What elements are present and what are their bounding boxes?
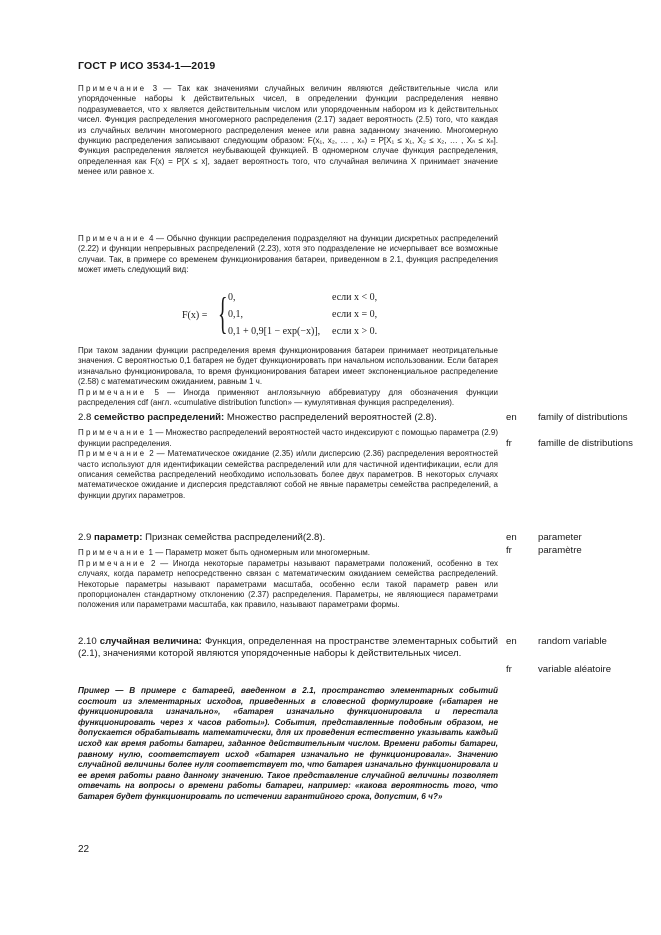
term-definition: Функция, определенная на пространстве элементарных событий (2.1), значениями которой являются упорядоченные наборы k действительных чисел. [78, 636, 498, 660]
note-5 [78, 388, 498, 409]
term-definition: Признак семейства распределений(2.8). [142, 532, 326, 543]
note-label: Примечание [78, 558, 147, 568]
note-label: Примечание [78, 548, 147, 558]
formula-brace: { [218, 289, 228, 338]
formula-row-cond: если x = 0, [332, 309, 378, 320]
en-term: parameter [538, 532, 582, 543]
lang-code-en: en [506, 636, 517, 647]
note-text: 3 — Так как значениями случайных величин являются действительные числа или упорядоченные наборы k действительных чисел, в определении функции распределения неявно подразумевается, что x является действительным числом или упорядоченным набором из k действительных чисел. Функция распределения многомерного распределения (2.17) задает вероятность (2.5) того, что каждая из случайных величин многомерного распределения менее или равна заданному значению. Многомерную функцию распределения записывают следующим образом: F(x₁, x₂, … , xₙ) = P[X₁ ≤ x₁, X₂ ≤ x₂, … , Xₙ ≤ xₙ]. Функция распределения является неубывающей функцией. В одномерном случае функция распределения, определенная как F(x) = P[X ≤ x], задает вероятность того, что случайная величина X принимает значение менее или равное x. [78, 84, 498, 177]
note-label: Примечание [78, 84, 147, 93]
note-text: 2 — Математическое ожидание (2.35) и/или дисперсию (2.36) распределения вероятностей часто используют для идентификации семейства распределений или для частичной идентификации, если для описания семейства распределений необходимо использовать более двух параметров. В некоторых случаях математическое ожидание и дисперсия представляют собой не явные параметры семейства распределений, а функции других параметров. [78, 449, 498, 500]
note-label: Примечание [78, 449, 147, 459]
explanation-text: При таком задании функции распределения время функционирования батареи принимает неотрицательные значения. С вероятностью 0,1 батарея не будет функционировать при начальном использовании. Если батарея изначально функционировала, то время функционирования батареи имеет экспоненциальное распределение (2.58) с математическим ожиданием, равным 1 ч. [78, 346, 498, 387]
formula-row-cond: если x > 0. [332, 326, 378, 337]
fr-term: famille de distributions [538, 438, 633, 449]
formula-row-expr: 0,1 + 0,9[1 − exp(−x)], [228, 326, 321, 337]
lang-code-fr: fr [506, 545, 512, 556]
formula-row-cond: если x < 0, [332, 292, 378, 303]
note-label: Примечание [78, 388, 147, 397]
lang-code-en: en [506, 412, 517, 423]
note-text: 5 — Иногда применяют англоязычную аббревиатуру для обозначения функции распределения cdf (англ. «cumulative distribution function» — кумулятивная функция распределения). [78, 388, 498, 408]
term-2-10 [78, 636, 498, 661]
note-3 [78, 84, 498, 178]
term-number: 2.10 [78, 636, 100, 647]
example-block [78, 686, 498, 803]
document-header: ГОСТ Р ИСО 3534-1—2019 [78, 60, 216, 72]
fr-term: paramètre [538, 545, 582, 556]
lang-code-en: en [506, 532, 517, 543]
note-label: Примечание [78, 428, 147, 438]
note-text: 1 — Множество распределений вероятностей часто индексируют с помощью параметра (2.9) функции распределения. [78, 428, 498, 448]
fr-term: variable aléatoire [538, 664, 612, 675]
term-definition: Множество распределений вероятностей (2.8). [224, 412, 437, 423]
term-name: семейство распределений: [94, 412, 225, 423]
en-term: family of distributions [538, 412, 628, 423]
formula-row-expr: 0,1, [228, 309, 243, 320]
term-name: параметр: [94, 532, 143, 543]
term-number: 2.8 [78, 412, 95, 423]
term-number: 2.9 [78, 532, 95, 543]
formula-explanation [78, 346, 498, 388]
page-number: 22 [78, 844, 90, 855]
en-term: random variable [538, 636, 607, 647]
note-text: 1 — Параметр может быть одномерным или многомерным. [146, 548, 370, 558]
note-text: 2 — Иногда некоторые параметры называют параметрами положений, особенно в тех случаях, когда параметр непосредственно связан с математическим ожиданием семейства распределений. Некоторые параметры называют параметрами масштаба, особенно если такой параметр равен или пропорционален стандартному отклонению (2.37) распределения. Параметры, не являющиеся параметрами положения или параметрами масштаба, как правило, называют параметрами формы. [78, 558, 498, 610]
distribution-function-formula [180, 289, 420, 340]
term-2-9 [78, 532, 498, 611]
lang-code-fr: fr [506, 664, 512, 675]
term-2-8 [78, 412, 498, 501]
note-text: 4 — Обычно функции распределения подразделяют на функции дискретных распределений (2.22) и функции непрерывных распределений (2.23), хотя это подразделение не исчерпывает все возможные случаи. Так, в примере со временем функционирования батареи, приведенном в 2.1, функция распределения может иметь следующий вид: [78, 234, 498, 275]
lang-code-fr: fr [506, 438, 512, 449]
formula-lhs: F(x) = [182, 310, 208, 321]
note-label: Примечание [78, 234, 147, 243]
note-4 [78, 234, 498, 276]
formula-row-expr: 0, [228, 292, 236, 303]
term-name: случайная величина: [99, 636, 202, 647]
example-text: Пример — В примере с батареей, введенном в 2.1, пространство элементарных событий состоит из элементарных исходов, приведенных в словесной формулировке («батарея не функционировала изначально», «батарея изначально функционировала и перестала функционировать через x часов работы»). События, представленные подобным образом, не допускается обрабатывать математически, для их проведения естественно указывать каждый исход как время работы батареи, заданное действительным числом. Времени работы батареи, равному нулю, соответствует исход «батарея изначально не функционировала». Значению случайной величины более нуля соответствует то, что батарея изначально функционировала и ее время работы равно данному значению. Такое представление случайной величины позволяет отвечать на вопросы о времени работы батареи, например: «какова вероятность того, что батарея будет функционировать по истечении гарантийного срока, допустим, 6 ч?» [78, 686, 498, 801]
